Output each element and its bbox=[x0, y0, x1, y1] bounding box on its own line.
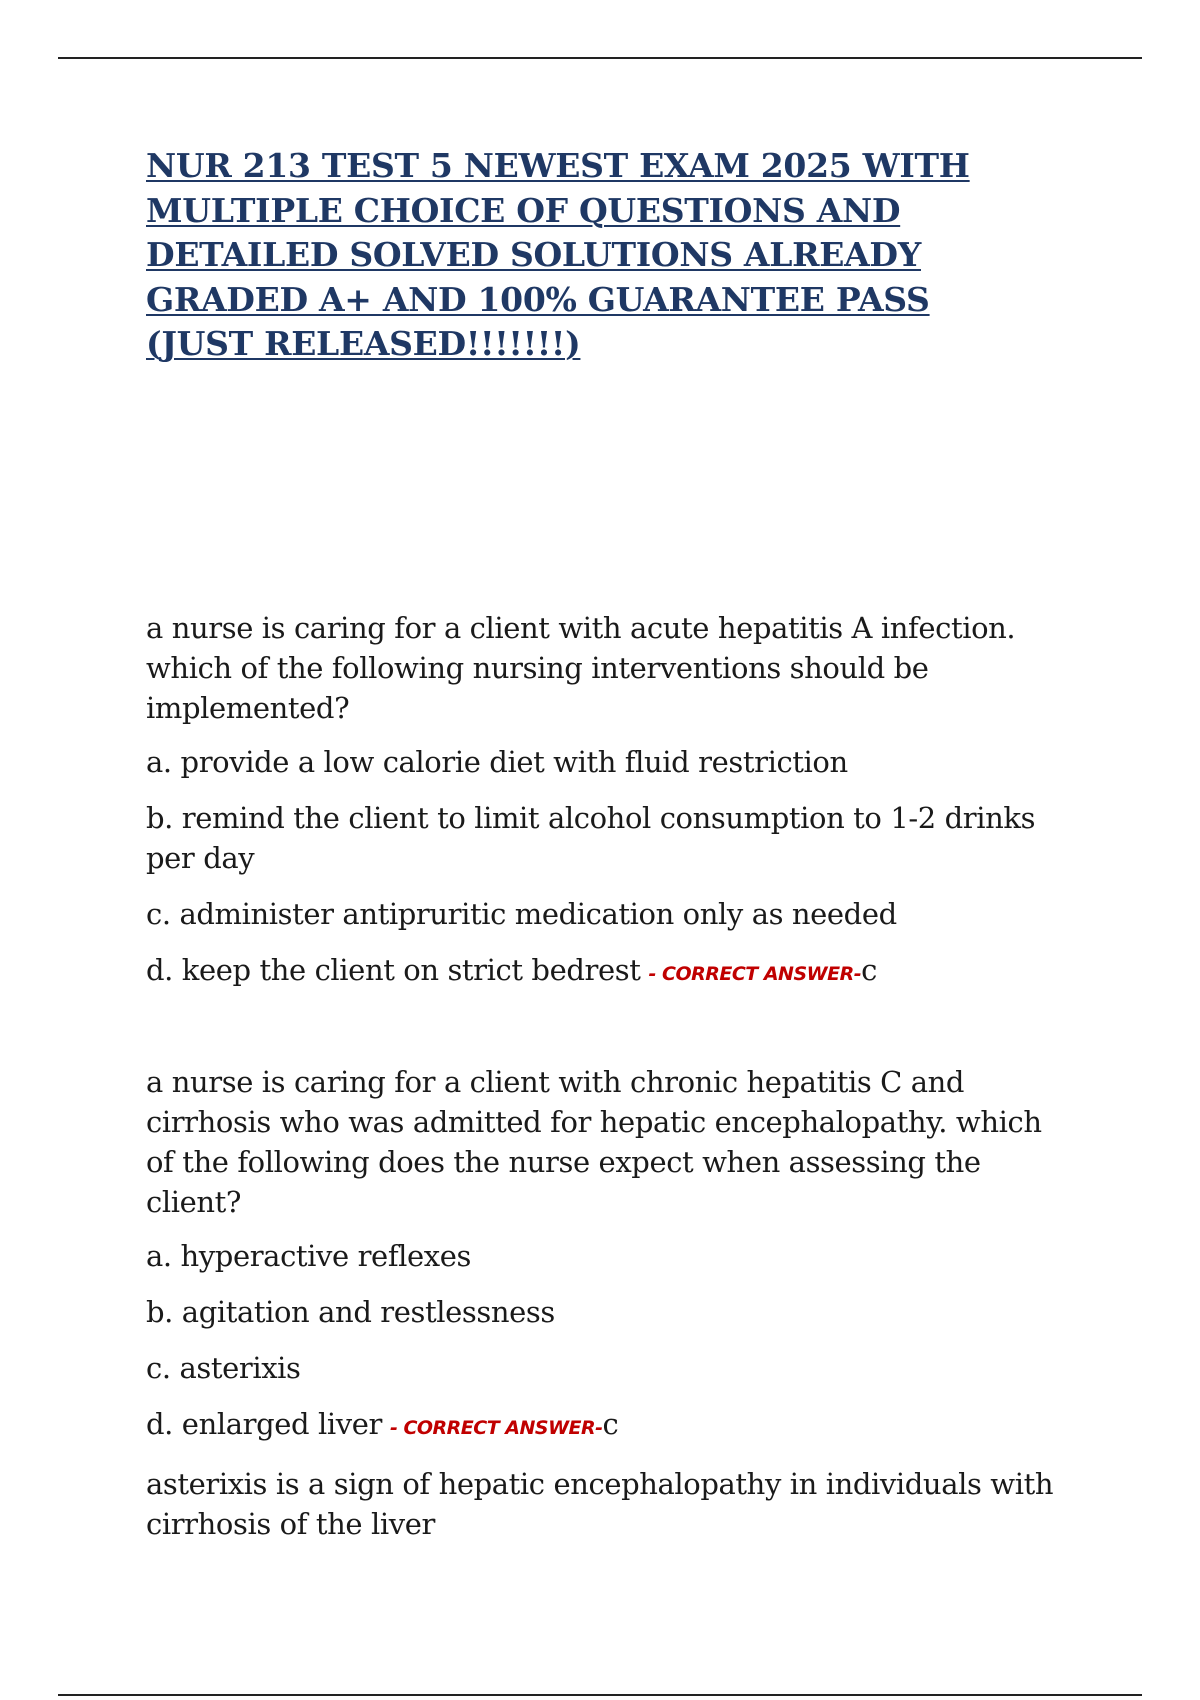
question-1 bbox=[146, 608, 1066, 1010]
option-a: a. provide a low calorie diet with fluid restriction bbox=[146, 745, 848, 779]
option-c: c. asterixis bbox=[146, 1351, 301, 1385]
correct-answer-label: - CORRECT ANSWER- bbox=[648, 963, 862, 985]
option-d-with-answer bbox=[146, 1404, 1066, 1448]
answer-explanation: asterixis is a sign of hepatic encephalopathy in individuals with cirrhosis of the liver bbox=[146, 1467, 1054, 1541]
option-d-with-answer bbox=[146, 950, 1066, 994]
correct-answer-value: c bbox=[602, 1407, 619, 1441]
option-d: d. enlarged liver bbox=[146, 1407, 382, 1441]
question-stem: a nurse is caring for a client with acute hepatitis A infection. which of the following nursing interventions should be implemented? bbox=[146, 611, 1016, 725]
option-c: c. administer antipruritic medication only as needed bbox=[146, 897, 897, 931]
correct-answer-label: - CORRECT ANSWER- bbox=[389, 1417, 603, 1439]
option-b: b. remind the client to limit alcohol consumption to 1-2 drinks per day bbox=[146, 801, 1036, 875]
correct-answer-value: c bbox=[861, 953, 877, 987]
bottom-rule bbox=[58, 1694, 1142, 1696]
question-stem: a nurse is caring for a client with chronic hepatitis C and cirrhosis who was admitted for hepatic encephalopathy. which of the following does the nurse expect when assessing the client? bbox=[146, 1065, 1042, 1219]
document-title: NUR 213 TEST 5 NEWEST EXAM 2025 WITH MULTIPLE CHOICE OF QUESTIONS AND DETAILED SOLVED SOLUTIONS ALREADY GRADED A+ AND 100% GUARANTEE PASS (JUST RELEASED!!!!!!!) bbox=[146, 146, 970, 363]
option-a: a. hyperactive reflexes bbox=[146, 1239, 471, 1273]
question-2 bbox=[146, 1062, 1066, 1544]
option-d: d. keep the client on strict bedrest bbox=[146, 953, 641, 987]
top-rule bbox=[58, 57, 1142, 59]
option-b: b. agitation and restlessness bbox=[146, 1295, 555, 1329]
